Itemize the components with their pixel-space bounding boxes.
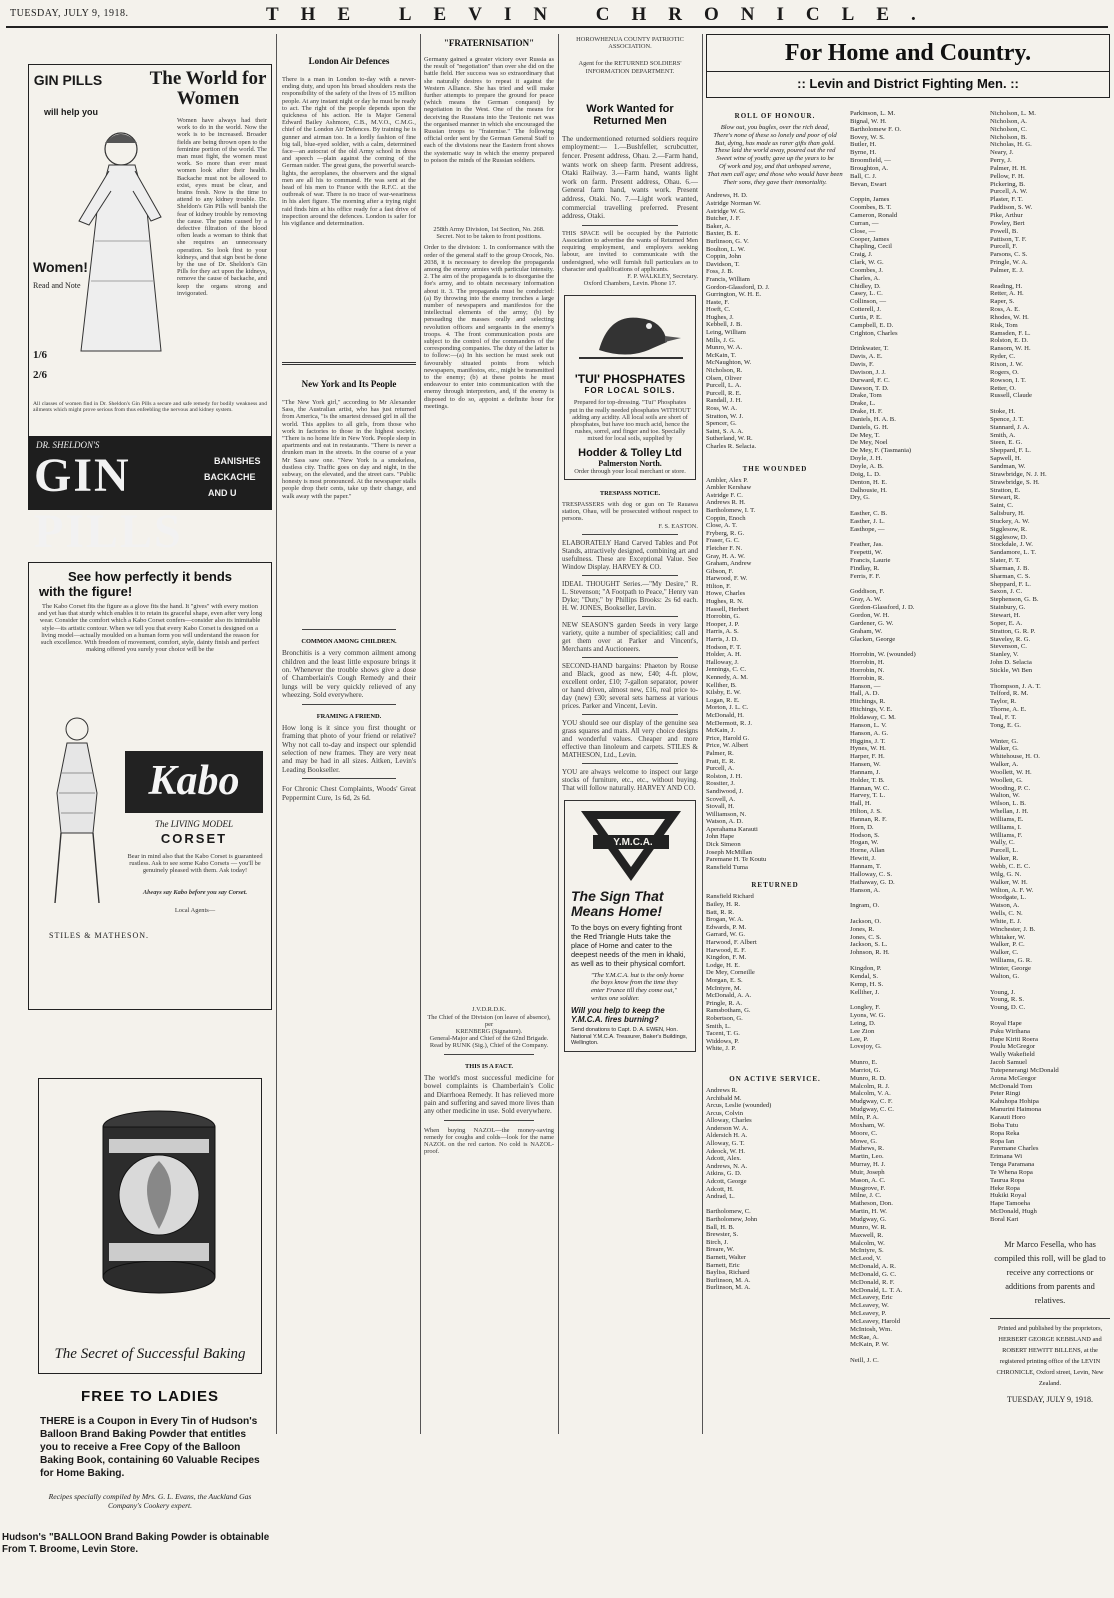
new-york-body: "The New York girl," according to Mr Alexander Sass, the Australian artist, who has just returned from America, "is the smartest dressed girl in all the world. This applies to all girls, from those who work in factories to those in the highest society. "There is no home life in New York. People sleep in apartments and eat in restaurants. "There is never a drunken man in the streets. In the course of a year Mr Sass saw one. "New York is a smokeless, dustless city. Traffic goes on day and night, in the subway, on the elevated, and the street cars. "Public honesty is most pronounced. At the newspaper stalls people drop their cents, take up their change, and walk away with the paper." [282, 399, 416, 500]
nazol-ad: When buying NAZOL—the money-saving remedy for coughs and colds—look for the name NAZOL on the red carton. No cold is NAZOL-proof. [424, 1126, 554, 1156]
kabo-always: Always say Kabo before you say Corset. [142, 889, 248, 896]
honour-subcolumn-1 [706, 106, 844, 1292]
ideal-thought-ad: IDEAL THOUGHT Series.—"My Desire," R. L. Stevenson; "A Footpath to Peace," Henry van Dyke; "Duty," by Phillips Brooks: 2s 6d each. H. W. JONES, Bookseller, Levin. [562, 579, 698, 612]
elaborately-ad: ELABORATELY Hand Carved Tables and Pot Stands, attractively designed, combining art and usefulness. These are Exceptional Value. See Window Display. HARVEY & CO. [562, 538, 698, 571]
ymca-badge-text: Y.M.C.A. [613, 836, 653, 848]
second-hand-ad: SECOND-HAND bargains: Phaeton by Rouse and Black, good as new, £40; 4-ft. plow, excellent order, £10; 7-gallon separator, power or hand driven, almost new, £16, real price to-day (new) £30; several sets harness at various prices. Parker and Vincent, Levin. [562, 661, 698, 710]
woman-illustration [49, 121, 189, 353]
sea-grass-ad: YOU should see our display of the genuine sea grass squares and mats. All very choice designs and wonderful values. Cheaper and more effective than linoleum and carpets. STILES & MATHESON, Ltd., Levin. [562, 718, 698, 759]
kabo-headline-1: See how perfectly it bends [68, 569, 232, 584]
order-body: Order to the division: 1. In conformance with the order of the general staff to the group Orocek, No. 2038, it is necessary to develop the propaganda among the enemy armies with particular intensity. 2. The aim of the propaganda is to disorganise the foe's army, and to obtain necessary information about it. 3. The propaganda must be conducted: (a) By throwing into the enemy trenches a large number of newspapers and manifestos for the intellectual elements of the army; (b) by persuading the masses orally and selecting revolution officers and sergeants in the enemy's troops. 4. The front communication posts are subject to the control of the commanders of the corresponding companies. The duty of the latter is to follow:—(a) In his section he must seek out favourably situated points from which newspapers, manifestos, etc., might be transmitted to the enemy; (b) at these points he must endeavour to enter into communication with the enemy through interpreters, and, if the enemy is disposed to do so, appoint a definite hour for meetings. [424, 244, 554, 410]
banner-and-u: AND U [208, 488, 237, 498]
column-rule [558, 34, 559, 1434]
kabo-living-model: The LIVING MODEL [155, 819, 233, 829]
ymca-question: Will you help to keep the Y.M.C.A. fires burning? [571, 1006, 665, 1025]
baking-powder-panel [38, 1078, 262, 1374]
kabo-stockist: STILES & MATHESON. [49, 931, 150, 940]
masthead [6, 4, 1108, 28]
patriotic-association-title: HOROWHENUA COUNTY PATRIOTIC ASSOCIATION. [576, 36, 684, 51]
kabo-corset-word: CORSET [160, 831, 228, 846]
order-read: Read by RUNK (Sig.), Chief of the Company. [429, 1042, 549, 1050]
banner-backache: BACKACHE [204, 472, 256, 482]
price-large: 2/6 [33, 369, 48, 381]
roll-of-honour-section [706, 34, 1110, 1434]
balloon-baking-ad [2, 1078, 272, 1598]
column-rule [420, 34, 421, 1434]
tui-subtitle: FOR LOCAL SOILS. [584, 386, 676, 396]
tin-label [49, 1091, 269, 1092]
kabo-guarantee: Bear in mind also that the Kabo Corset is guaranteed rustless. Ask to see some Kabo Corsets — you'll be genuinely pleased with them. Ask today! [127, 853, 263, 875]
gin-pills-body: Women have always had their work to do in the world. Now the work is to be increased. Broader fields are being thrown open to the feminine portion of the world. The man must fight, the women must work. So more than ever must women look after their health. Backache must not be allowed to exist, eyes must be clear, and brains fresh. Now is the time to attend to any kidney trouble. Dr. Sheldon's Gin Pills will banish the fear of kidney trouble by removing the cause. The pains caused by a defective filtration of the blood often leads a woman to think that she requires an unnecessary operation. So look first to your kidneys, and that sign best be done by the use of Dr. Sheldon's Gin Pills for they act upon the kidneys, remove the cause of backache, and keep the organs strong and invigorated. [177, 117, 267, 297]
returned-title: RETURNED [751, 881, 799, 890]
order-chief: The Chief of the Division (on leave of absence), per [427, 1013, 551, 1028]
order-secret: Secret. Not to be taken to front positions. [436, 233, 542, 241]
patriotic-agent: Agent for the RETURNED SOLDIERS' INFORMATION DEPARTMENT. [578, 60, 682, 75]
free-to-ladies: FREE TO LADIES [81, 1388, 219, 1405]
ymca-sign-1: The Sign That [571, 887, 664, 904]
oxford-chambers: Oxford Chambers, Levin. Phone 17. [583, 280, 677, 288]
women-label: Women! [33, 259, 88, 275]
gin-pills-footer: All classes of women find in Dr. Sheldon's Gin Pills a secure and safe remedy for bodily weakness and ailments which might prove serious from thus enfeebling the nervous and kidney system. [33, 401, 267, 414]
home-country-title: For Home and Country. [784, 40, 1032, 66]
framing-body: How long is it since you first thought or framing that photo of your friend or relative? Why not call to-day and inspect our splendid selection of new frames. They are very neat and may be had in all sizes. Aitken, Levin's Leading Bookseller. [282, 723, 416, 774]
gin-pills-banner [28, 436, 272, 558]
ymca-sign-2: Means Home! [571, 902, 663, 919]
ymca-body: To the boys on every fighting front the Red Triangle Huts take the place of Home and cater to the deepest needs of the men in khaki, as well as to their physical comfort. [571, 922, 686, 968]
banner-banishes: BANISHES [214, 456, 261, 466]
gin-pills-tagline: will help you [43, 107, 98, 117]
gin-pills-headline: The World for Women [149, 68, 267, 109]
new-york-title: New York and Its People [301, 379, 397, 389]
kabo-headline-2: with the figure! [39, 584, 133, 599]
honour-subcolumn-2 [850, 110, 984, 1434]
roll-names-b: Parkinson, L. M. Bignal, W. H. Bartholomew F. O. Bovey, W. S. Butler, H. Byrne, H. Broomfield, — Broughton, A. Ball, C. J. Bevan, Ewart Coppin, James Coombes, B. T. Cameron, Ronald Curran, — Close, — Cooper, James Chapling, Cecil Craig, J. Clark, W. G. Coombes, J. Charles, A. Chidley, D. Casey, L. C. Collinson, — Cotterell, J. Curtis, P. E. Campbell, E. D. Crighton, Charles Drinkwater, T. Davis, A. E. Davis, F. Davison, J. J. Durward, F. C. Dawson, T. D. Drake, Tom Drake, L. Drake, H. F. Daniels, H. A. B. Daniels, G. H. De Mey, T. De Mey, Noel De Mey, F. (Tasmania) Doyle, J. H. Doyle, A. B. Doig, L. D. Denton, H. E. Dalhousie, H. Dry, G. Easther, C. B. Easther, J. L. Easthope, — Feather, Jas. Feepetti, W. Francis, Laurie Findlay, R. Ferris, F. F. Goddison, F. Gray, A. W. Gordon-Glassford, J. D. Gordon, W. H. Gardener, G. W. Graham, W. Glacken, George Horrobin, W. (wounded) Horrobin, H. Horrobin, N. Horrobin, R. Hanson, — Hall, A. D. Hitchings, R. Hitchings, V. E. Holdaway, C. M. Hanson, L. V. Hanson, A. G. Higgins, J. T. Hynes, W. H. Harper, F. H. Hansen, W. Hannam, J. Holder, T. B. Hannan, W. C. Harvey, T. L. Hall, H. Hilton, J. S. Hannan, R. F. Horn, D. Hodson, S. Hogan, W. Horne, Allan Hewitt, J. Hannam, T. Halloway, C. S. Hathaway, G. D. Hanson, A. Ingram, O. Jackson, O. Jones, R. Jones, C. S. Jackson, S. L. Johnson, R. H. Kingdon, P. Kendal, S. Kemp, H. S. Kelliher, J. Longley, F. Lyons, W. G. Leing, D. Lee Zion Lee, P. Lovejoy, G. Munro, E. Marriot, G. Munro, R. D. Malcolm, R. J. Malcolm, V. A. Mudgway, C. F. Mudgway, C. C. Miln, P. A. Moxham, W. Moore, C. Mowe, G. Mathews, R. Martin, Leo. Murray, H. J. Muir, Joseph Mason, A. C. Musgrove, F. Milne, J. C. Matheson, Don. Martin, H. W. Mudgway, G. Munro, W. R. Maxwell, R. Malcolm, W. McIntyre, S. McLeod, V. McDonald, A. R. McDonald, G. C. McDonald, R. F. McDonald, L. T. A. McLeavey, Eric McLeavey, W. McLeavey, P. McLeavey, Harold McIntosh, Wm. McRae, A. McKain, P. W. Neill, J. C. [850, 110, 916, 1365]
tui-phosphates-ad [564, 295, 696, 479]
order-krenberg: KRENBERG (Signature). [455, 1028, 523, 1036]
trespass-title: TRESPASS NOTICE. [599, 489, 661, 497]
air-defences-body: There is a man in London to-day with a never-ending duty, and upon his broad shoulders rests the responsibility of the safety of the lives of 15 million people. At any instant night or day he must be ready to act. The right of the people depends upon the quickness of his action. He is Major General Edward Bailey Ashmore, C.B., M.V.O., C.M.G., chief of the London Air Defences. By training he is gunner and airman too. In a lordly fashion of fine big tall, blue-eyed soldier, with a calm, determined face—an autocrat of the old Army school in dress and speech —plain against the coming of the German raider. The great guns, the powerful search-lights, the aeroplanes, the observers and the signal men are all his to command. He was sent at the head of his men to France with the R.F.C. at the outbreak of war. There is no trace of war-weariness in his alert figure. The morning after a trying night raid finds him at his office ready for a fast drive of inspection around the defences. London is safer for his vigilance and determination. [282, 76, 416, 228]
order-signed: J.V.D.R.D.K. [472, 1006, 506, 1014]
tui-order: Order through your local merchant or store. [574, 467, 686, 475]
returned-names: Ransfield Richard Bailey, H. R. Batt, R. R. Brogan, W. A. Edwards, P. M. Garrard, W. G. Harwood, F. Albert Harwood, E. F. Kingdon, F. M. Lodge, H. E. De Mey, Corneille Morgan, E. S. McIntyre, M. McDonald, A. A. Pringle, R. A. Ramsbotham, G. Robertson, G. Smith, L. Tacent, T. G. Widdows, P. White, J. P. [706, 893, 757, 1053]
ymca-quote: "The Y.M.C.A. hut is the only home the boys know from the time they enter France till they come out," writes one soldier. [591, 971, 684, 1002]
patriotic-space: THIS SPACE will be occupied by the Patriotic Association to advertise the wants of Returned Men requiring employment, and employers seeking labour, are invited to communicate with the undersigned, who will furnish full particulars as to character and qualifications of applicants. [562, 229, 698, 273]
roll-of-honour-title: ROLL OF HONOUR. [734, 112, 816, 120]
corset-figure-illustration [37, 713, 115, 909]
banner-gin-pills: GIN PILLS [34, 449, 183, 558]
fraternisation-body: Germany gained a greater victory over Russia as the result of "negotiation" than over she did on the battle field. Her success was so extraordinary that she naturally desires to repeat it against the Western Alliance. She has tried and will make further attempts to prepare the ground for peace (which means the German conquest) by negotiation in the West. One of the means for deceiving the Russians into the Teutonic net was the organised manner in which she encouraged the Russian troops to "fraternise." The following official order sent by the German General Staff to each of the divisions near the Eastern front shows the systematic way in which the enemy prepared to poison the minds of the Russian soldiers. [424, 56, 554, 164]
active-service-names: Andrews R. Archibald M. Arcus, Leslie (wounded) Arcus, Colvin Alloway, Charles Anderson W. A. Aldersich H. A. Alloway, G. T. Adeock, W. H. Adcott, Alex. Andrews, N. A. Atkins, G. D. Adcott, George Adcott, H. Andrad, L. Bartholomew, C. Bartholomew, John Ball, H. B. Brewster, S. Birch, J. Breare, W. Barnett, Walter Barnett, Eric Bayliss, Richard Burlinson, M. A. Burlinson, M. A. [706, 1086, 772, 1292]
tui-bird-illustration [569, 300, 693, 368]
chronic-chest-ad: For Chronic Chest Complaints, Woods' Great Peppermint Cure, 1s 6d, 2s 6d. [282, 785, 416, 802]
issue-date: TUESDAY, JULY 9, 1918. [10, 8, 129, 19]
gin-pills-ad [28, 64, 272, 438]
balloon-footer: Hudson's "BALLOON Brand Baking Powder is obtainable From T. Broome, Levin Store. [2, 1532, 270, 1555]
work-wanted-body: The undermentioned returned soldiers require employment:— 1.—Bushfeller, scrubcutter, fencer. Present address, Ohau. 2.—Farm hand, wants work on sheep farm. Present address, Otaki Railway. 3.—Farm hand, wants light work on farm. Present address, Ohau. 6.—General farm hand, wants work. Present address, Otaki. No. 7.—Light work wanted, commercial travelling preferred. Present address, Otaki. [562, 134, 698, 221]
gin-pills-brand: GIN PILLS [33, 72, 103, 88]
work-wanted-title-1: Work Wanted for [586, 102, 674, 115]
ads-column [2, 34, 272, 1555]
column-rule [702, 34, 703, 1434]
wounded-title: THE WOUNDED [742, 464, 808, 473]
walkley-secretary: F. P. WALKLEY, Secretary. [627, 272, 698, 280]
kabo-logo: Kabo [125, 751, 263, 813]
home-country-header [706, 34, 1110, 98]
tui-body: Prepared for top-dressing. "Tui" Phosphates put in the really needed phosphates WITHOUT adding any acidity. All local soils are short of phosphates, but have too much acid, hence the rushes, sorrel, and finger and toe. Specially mixed for local soils, supplied by [569, 399, 691, 443]
fighting-men-subtitle: :: Levin and District Fighting Men. :: [707, 71, 1109, 91]
ymca-ad [564, 800, 696, 1052]
imprint: Printed and published by the proprietors, HERBERT GEORGE KEBBLAND and ROBERT HEWITT BILLENS, at the registered printing office of the LEVIN CHRONICLE, Oxford street, Levin, New Zealand. [990, 1318, 1110, 1389]
baking-powder-tin-illustration [79, 1099, 239, 1309]
recipes-credit: Recipes specially compiled by Mrs. G. L. Evans, the Auckland Gas Company's Cookery expert. [48, 1492, 252, 1510]
palmerston-north: Palmerston North. [598, 458, 662, 468]
air-defences-title: London Air Defences [308, 56, 390, 66]
order-head: 258th Army Division, 1st Section, No. 268. [433, 226, 545, 233]
fact-body: The world's most successful medicine for bowel complaints is Chamberlain's Colic and Diarrhoea Remedy. It has relieved more pain and suffering and saved more lives than any other medicine in use. Sold everywhere. [424, 1073, 554, 1116]
honour-poem: Blow out, you bugles, over the rich dead, There's none of these so lonely and poor of old But, dying, has made us rarer gifts than gold. These laid the world away, poured out the red Sweet wine of youth; gave up the years to be Of work and joy, and that unhoped serene, That men call age; and those who would have been Their sons, they gave their immortality. [707, 124, 843, 186]
framing-title: FRAMING A FRIEND. [316, 712, 382, 720]
news-column-2 [282, 34, 416, 1434]
read-note: Read and Note [33, 281, 81, 290]
trespass-signed: F. S. EASTON. [658, 522, 698, 530]
honour-subcolumn-3 [990, 110, 1110, 1434]
kabo-body: The Kabo Corset fits the figure as a glove fits the hand. It "gives" with every motion and yet has that sturdy which enables it to retain its graceful shape, even after very long wear. Consider the comfort which a Kabo Corset confers—consider also its inimitable style—its artistic contour. When we tell you that every Kabo Corset is designed on a living model—actually moulded on a human form you will understand the reason for such excellence. With freedom of movement, comfort, style, dainty finish and perfect making offered you surely your choice will be the [37, 603, 263, 654]
fraternisation-title: "FRATERNISATION" [443, 38, 535, 48]
column-rule [276, 34, 277, 1434]
imprint-date: TUESDAY, JULY 9, 1918. [1006, 1394, 1094, 1404]
order-general: General-Major and Chief of the 62nd Brigade. [429, 1035, 549, 1043]
wounded-names: Ambler, Alex P. Ambler Kershaw Astridge F. C. Andrews R. H. Bartholomew, I. T. Coppin, Enoch Close, A. T. Fryberg, R. G. Fraser, G. C. Fletcher F. N. Gray, H. A. W. Graham, Andrew Gibson, F. Harwood, F. W. Hilton, F. Howe, Charles Hughes, R. N. Hassell, Herbert Horrobin, G. Hooper, J. P. Harris, A. S. Harris, J. D. Hodson, F. T. Holder, A. H. Halloway, J. Jennings, C. C. Kennedy, A. M. Kelliher, B. Kilsby, E. W. Logan, R. E. Morton, J. L. C. McDonald, H. McDermott, R. J. McKain, J. Price, Harold G. Price, W. Albert Palmer, R. Pratt, E. R. Purcell, A. Rolston, J. H. Rossiter, J. Sandiwood, J. Scovell, A. Stovall, H. Williamson, N. Watson, A. D. Aperahama Karauti John Hape Dick Simeon Joseph McMillan Paremane H. Te Koutu Ransfield Tuma [706, 476, 767, 871]
coupon-text: THERE is a Coupon in Every Tin of Hudson's Balloon Brand Baking Powder that entitles you to receive a Free Copy of the Balloon Baking Book, containing 60 Valuable Recipes for Home Baking. [40, 1416, 260, 1479]
news-column-3 [424, 34, 554, 1434]
kabo-corset-ad [28, 562, 272, 1010]
banner-doctor: DR. SHELDON'S [36, 440, 100, 450]
work-wanted-title-2: Returned Men [593, 114, 667, 127]
tui-title: 'TUI' PHOSPHATES [574, 372, 686, 387]
trespass-body: TRESPASSERS with dog or gun on Te Rauawa station, Ohau, will be prosecuted without respect to persons. [562, 501, 698, 523]
news-column-4 [562, 34, 698, 1434]
compiler-note: Mr Marco Fesella, who has compiled this roll, will be glad to receive any corrections or additions from parents and relatives. [994, 1239, 1106, 1305]
hodder-tolley: Hodder & Tolley Ltd [578, 446, 682, 459]
common-children-body: Bronchitis is a very common ailment among children and the least little exposure brings it on. Whenever the trouble shows give a dose of Chamberlain's Cough Remedy and their lungs will be very quickly relieved of any wheezing. Sold everywhere. [282, 649, 416, 700]
roll-names-c: Nicholson, L. M. Nicholson, A. Nicholson, C. Nicholson, B. Nicholas, H. G. Neary, J. Perry, J. Palmer, H. H. Pellow, F. H. Pickering, B. Purcell, A. W. Plaster, F. T. Paddison, S. W. Pike, Arthur Powley, Bert Powell, B. Pattison, T. F. Purcell, F. Parsons, C. S. Pringle, W. A. Palmer, E. J. Reading, H. Retter, A. H. Raper, S. Ross, A. E. Rhodes, W. H. Risk, Tom Ramsden, F. L. Rolston, E. D. Ransom, W. H. Ryder, C. Rixon, J. W. Rogers, O. Rowson, I. T. Retter, O. Russell, Claude Stoke, H. Spence, J. T. Stannard, J. A. Smith, A. Steen, E. G. Sheppard, F. L. Sapwell, H. Sandman, W. Strawbridge, N. J. H. Strawbridge, S. H. Stratton, E. Stewart, R. Saint, C. Salisbury, H. Stuckey, A. W. Sigglesow, R. Sigglesow, D. Stockdale, J. W. Sandamore, L. T. Slater, F. T. Sharman, J. B. Sharman, C. S. Sheppard, F. L. Saxon, J. C. Stephenson, G. B. Stainbury, G. Stewart, H. Soper, E. A. Stratton, G. R. P. Staveley, R. G. Stevenson, C. Stanley, V. John D. Selacia Stickle, Wi Ben Thompson, J. A. T. Telford, R. M. Taylor, R. Thorne, A. E. Teal, F. T. Tong, E. G. Winter, G. Walker, G. Whitehouse, H. O. Walker, A. Woollett, W. H. Woollett, G. Wooding, P. C. Walton, W. Wilson, L. B. Whellan, J. H. Williams, E. Williams, I. Williams, F. Wally, C. Purcell, L. Walker, R. Webb, C. E. C. Wilg, G. N. Walker, W. H. Wilton, A. F. W. Woodgate, L. Watson, A. Wells, C. N. White, E. J. Winchester, J. B. Whitaker, W. Walker, P. C. Walker, C. Williams, G. R. Winter, George Walton, G. Young, J. Young, R. S. Young, D. C. Royal Hape Puku Wirihana Hape Kiriti Roera Poulu McGregor Wally Wakefield Jacob Samuel Tutepenerangi McDonald Arona McGregor McDonald Tom Peter Ringi Kahuhopa Hohipa Manurini Haimona Karauti Horo Boba Tutu Ropa Reka Ropa Ian Paremane Charles Erimana Wi Tenga Paramana Te Whena Ropa Taurua Ropa Heke Ropa Hukiki Royal Hape Tamoeha McDonald, Hugh Boral Kari [990, 110, 1059, 1223]
garden-seeds-ad: NEW SEASON'S garden Seeds in very large variety, quite a number of specialities; call and get them over at Parker and Vincent's, Merchants and Auctioneers. [562, 620, 698, 653]
active-service-title: ON ACTIVE SERVICE. [729, 1074, 821, 1083]
common-children-title: COMMON AMONG CHILDREN. [301, 638, 397, 645]
baking-slogan: The Secret of Successful Baking [54, 1346, 246, 1362]
price-small: 1/6 [33, 349, 48, 361]
harvey-furniture-ad: YOU are always welcome to inspect our large stocks of furniture, etc., etc., without buying. That will follow naturally. HARVEY AND CO. [562, 767, 698, 792]
kabo-agent-label: Local Agents— [174, 907, 216, 914]
fact-title: THIS IS A FACT. [464, 1062, 514, 1070]
newspaper-title: THE LEVIN CHRONICLE. [266, 4, 938, 25]
roll-names-a: Andrews, H. D. Astridge Norman W. Astridge W. G. Butcher, J. F. Baker, A. Baxter, B. E. Burlinson, G. V. Boulton, L. W. Coppin, John Davidson, T. Foss, J. B. Francis, William Gordon-Glassford, D. J. Gurrington, W. H. E. Haste, F. Hoeft, C. Hughes, J. Kebbell, J. B. Leing, William Mills, J. G. Munro, W. A. McKain, T. McNaughton, W. Nicholson, R. Olsen, Oliver Purcell, L. A. Purcell, R. E. Randall, J. H. Ross, W. A. Stratton, W. J. Spencer, G. Saint, S. A. A. Sutherland, W. R. Charles R. Selacia. [706, 192, 770, 450]
ymca-send: Send donations to Capt. D. A. EWEN, Hon. National Y.M.C.A. Treasurer, Baker's Buildings, Wellington. [571, 1027, 688, 1047]
